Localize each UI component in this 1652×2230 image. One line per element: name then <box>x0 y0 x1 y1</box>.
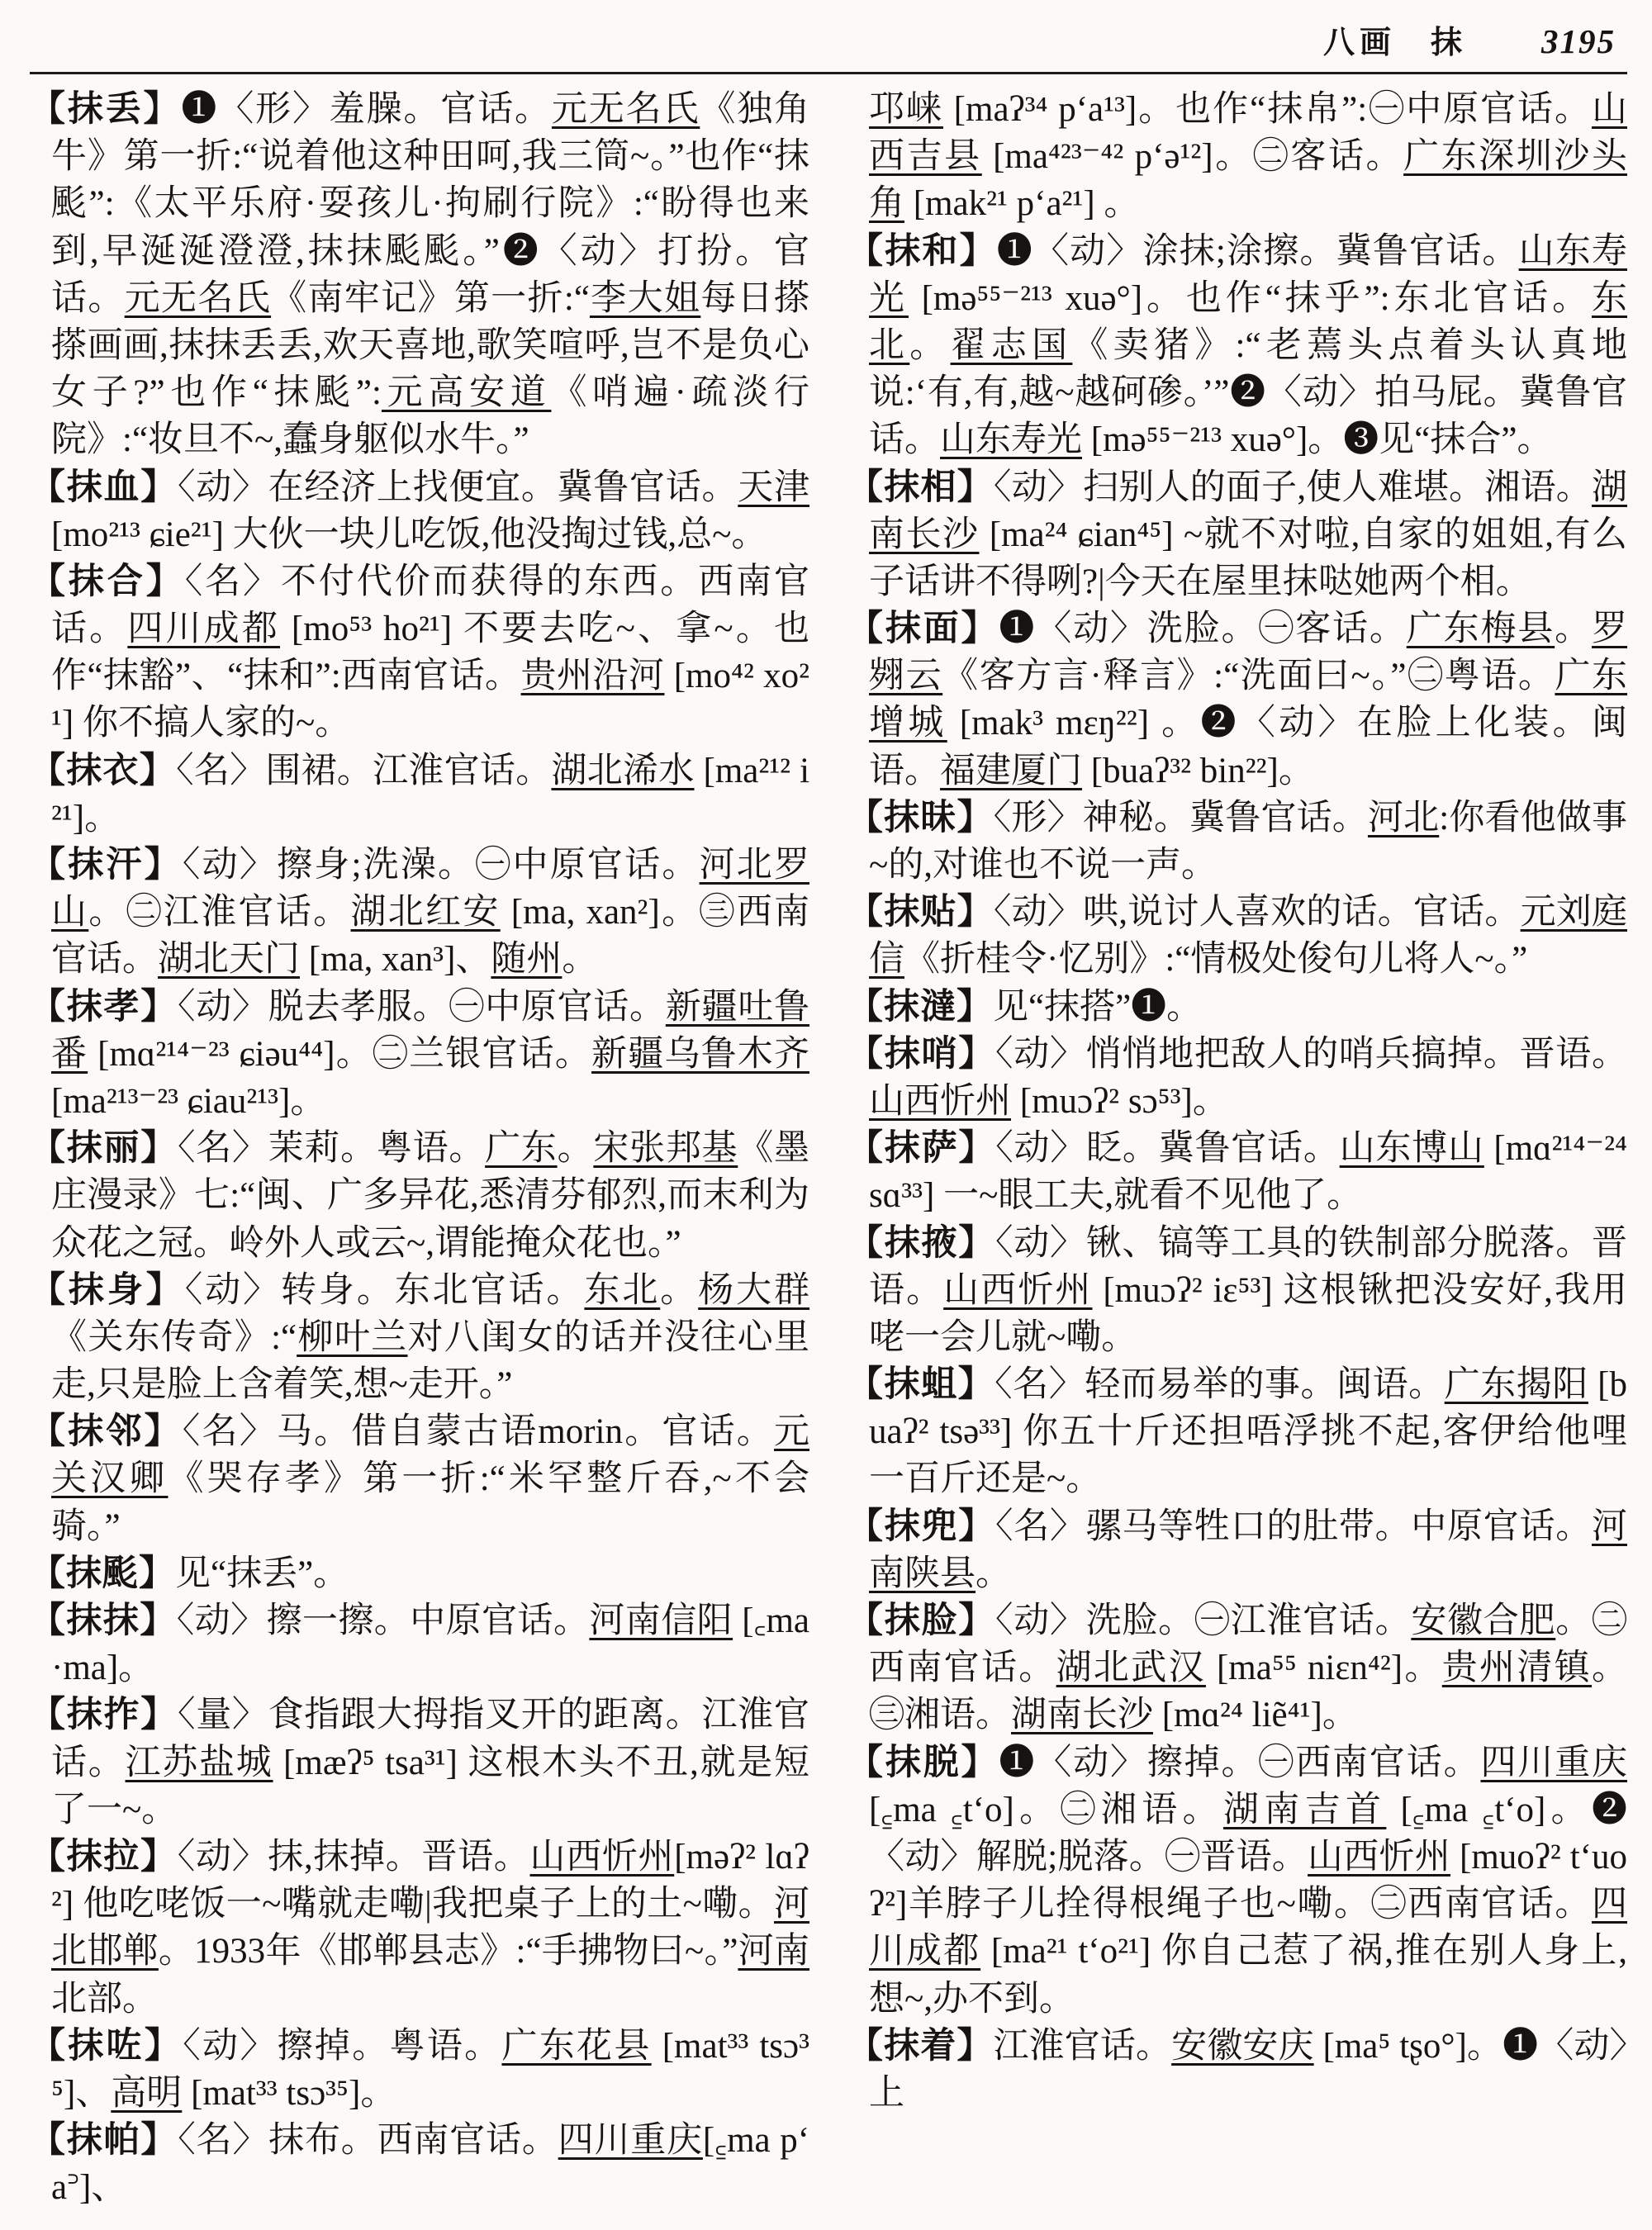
proper-noun-underline: 元无名氏 <box>551 90 700 129</box>
dictionary-entry <box>30 1597 809 1691</box>
proper-noun-underline: 河南陕县 <box>869 1506 1628 1593</box>
proper-noun-underline: 天津 <box>738 467 810 507</box>
proper-noun-underline: 山西忻州 <box>943 1270 1093 1310</box>
entry-headword: 【抹汗】 <box>30 846 183 885</box>
proper-noun-underline: 安徽合肥 <box>1411 1601 1556 1640</box>
proper-noun-underline: 罗翙云 <box>869 610 1628 696</box>
proper-noun-underline: 广东梅县 <box>1406 610 1555 649</box>
entry-headword: 【抹抹】 <box>30 1601 177 1640</box>
entry-headword: 【抹血】 <box>30 467 178 507</box>
section-headword: 抹 <box>1430 26 1462 60</box>
entry-body: ❶〈动〉擦掉。㊀西南官话。四川重庆 [꜁ma ꜁tʻo]。㊁湘语。湖南吉首 [꜁ma ꜁tʻo]。❷〈动〉解脱;脱落。㊀晋语。山西忻州 [muoʔ² tʻuoʔ²]羊脖子儿拴得根绳子也~嘞。㊁西南官话。四川成都 [ma²¹ tʻo²¹] 你自己惹了祸,推在别人身上,想~,办不到。 <box>869 1743 1628 2019</box>
proper-noun-underline: 安徽安庆 <box>1171 2026 1314 2066</box>
dictionary-entry <box>30 2023 809 2117</box>
entry-body: 〈名〉不付代价而获得的东西。西南官话。四川成都 [mo⁵³ ho²¹] 不要去吃~、拿~。也作“抹豁”、“抹和”:西南官话。贵州沿河 [mo⁴² xo²¹] 你不搞人家的~。 <box>51 562 810 743</box>
entry-headword: 【抹昧】 <box>847 798 994 837</box>
entry-body: 〈动〉擦身;洗澡。㊀中原官话。河北罗山。㊁江淮官话。湖北红安 [ma, xan²]。㊂西南官话。湖北天门 [ma, xan³]、随州。 <box>51 846 810 980</box>
proper-noun-underline: 山西吉县 <box>869 90 1627 177</box>
proper-noun-underline: 四川重庆 <box>1480 1743 1628 1782</box>
entry-headword: 【抹衣】 <box>30 751 177 790</box>
dictionary-entry <box>847 1031 1627 1125</box>
dictionary-entry <box>847 228 1627 464</box>
proper-noun-underline: 江苏盐城 <box>125 1743 273 1782</box>
entry-headword: 【抹面】 <box>847 610 999 649</box>
entry-body: 〈动〉擦掉。粤语。广东花县 [mat³³ tsɔ³⁵]、高明 [mat³³ tsɔ³⁵]。 <box>51 2026 810 2113</box>
proper-noun-underline: 随州 <box>491 940 563 980</box>
proper-noun-underline: 李大姐 <box>589 278 701 318</box>
proper-noun-underline: 元刘庭信 <box>869 893 1628 980</box>
dictionary-entry <box>847 2023 1627 2117</box>
proper-noun-underline: 柳叶兰 <box>297 1317 408 1357</box>
entry-body: 〈名〉轻而易举的事。闽语。广东揭阳 [buaʔ² tsə³³] 你五十斤还担唔浮挑不起,客伊给他哩一百斤还是~。 <box>869 1365 1628 1499</box>
proper-noun-underline: 元无名氏 <box>124 278 272 318</box>
proper-noun-underline: 东北 <box>869 278 1627 365</box>
page-number: 3195 <box>1541 22 1616 60</box>
proper-noun-underline: 河南 <box>738 1932 810 1971</box>
entry-headword: 【抹兜】 <box>847 1506 995 1546</box>
entry-headword: 【抹哨】 <box>847 1034 995 1074</box>
dictionary-entry <box>30 747 809 842</box>
dictionary-entry <box>30 558 809 747</box>
entry-headword: 【抹身】 <box>30 1270 185 1310</box>
dictionary-entry <box>847 1125 1627 1219</box>
dictionary-entry <box>847 464 1627 606</box>
proper-noun-underline: 广东深圳沙头角 <box>869 137 1628 224</box>
proper-noun-underline: 元关汉卿 <box>51 1412 809 1499</box>
entry-body: 〈动〉哄,说讨人喜欢的话。官话。元刘庭信《折桂令·忆别》:“情极处俊句儿将人~。” <box>869 893 1628 980</box>
dictionary-entry <box>30 1691 809 1834</box>
dictionary-entry <box>30 86 809 464</box>
entry-headword: 【抹和】 <box>847 231 997 271</box>
entry-body: 〈量〉食指跟大拇指叉开的距离。江淮官话。江苏盐城 [mæʔ⁵ tsa³¹] 这根木头不丑,就是短了一~。 <box>51 1696 810 1829</box>
proper-noun-underline: 广东 <box>485 1129 558 1169</box>
proper-noun-underline: 新疆乌鲁木齐 <box>591 1034 810 1074</box>
entry-body: 〈形〉神秘。冀鲁官话。河北:你看他做事~的,对谁也不说一声。 <box>869 798 1628 885</box>
stroke-section-label: 八画 <box>1322 26 1396 60</box>
entry-headword: 【抹脸】 <box>847 1601 995 1640</box>
entry-headword: 【抹拉】 <box>30 1837 178 1877</box>
proper-noun-underline: 山东寿光 <box>869 231 1628 318</box>
entry-headword: 【抹贴】 <box>847 893 994 932</box>
dictionary-entry <box>30 1125 809 1267</box>
proper-noun-underline: 湖北天门 <box>158 940 300 980</box>
entry-headword: 【抹脱】 <box>847 1743 999 1782</box>
entry-headword: 【抹孝】 <box>30 987 178 1027</box>
entry-body: 江淮官话。安徽安庆 [ma⁵ tʂo°]。❶〈动〉上 <box>869 2026 1628 2113</box>
proper-noun-underline: 杨大群 <box>698 1270 810 1310</box>
entry-headword: 【抹澾】 <box>847 987 993 1027</box>
entry-headword: 【抹合】 <box>30 562 185 601</box>
entry-body: 〈动〉扫别人的面子,使人难堪。湘语。湖南长沙 [ma²⁴ ɕian⁴⁵] ~就不对啦,自家的姐姐,有么子话讲不得咧?|今天在屋里抹哒她两个相。 <box>869 467 1628 601</box>
dictionary-entry <box>30 1550 809 1597</box>
proper-noun-underline: 湖北浠水 <box>551 751 695 790</box>
proper-noun-underline: 贵州沿河 <box>520 657 665 696</box>
proper-noun-underline: 湖南长沙 <box>869 467 1628 554</box>
entry-body: 〈动〉悄悄地把敌人的哨兵搞掉。晋语。山西忻州 [muɔʔ² sɔ⁵³]。 <box>869 1034 1628 1121</box>
entry-body: 〈动〉在经济上找便宜。冀鲁官话。天津 [mo²¹³ ɕie²¹] 大伙一块儿吃饭,他没掏过钱,总~。 <box>51 467 810 554</box>
dictionary-entry <box>847 1361 1627 1503</box>
entry-body: ❶〈形〉羞臊。官话。元无名氏《独角牛》第一折:“说着他这种田呵,我三筒~。”也作“抹颩”:《太平乐府·耍孩儿·拘刷行院》:“盼得也来到,早涎涎澄澄,抹抹颩颩。”❷〈动〉打扮。官话。元无名氏《南牢记》第一折:“李大姐每日搽搽画画,抹抹丢丢,欢天喜地,歌笑喧呼,岂不是负心女子?”也作“抹颩”:元高安道《哨遍·疏淡行院》:“妆旦不~,蠢身躯似水牛。” <box>51 90 810 460</box>
proper-noun-underline: 贵州清镇 <box>1441 1649 1593 1688</box>
entry-body: 邛崃 [maʔ³⁴ pʻa¹³]。也作“抹帛”:㊀中原官话。山西吉县 [ma⁴²³⁻⁴² pʻə¹²]。㊁客话。广东深圳沙头角 [mak²¹ pʻa²¹] 。 <box>869 90 1628 224</box>
dictionary-entry <box>30 2117 809 2211</box>
proper-noun-underline: 湖南吉首 <box>1222 1790 1387 1829</box>
proper-noun-underline: 东北 <box>584 1270 661 1310</box>
entry-headword: 【抹相】 <box>847 467 994 507</box>
dictionary-entry <box>30 984 809 1126</box>
dictionary-entry <box>847 795 1627 889</box>
proper-noun-underline: 山西忻州 <box>1308 1837 1451 1877</box>
entry-body: ❶〈动〉洗脸。㊀客话。广东梅县。罗翙云《客方言·释言》:“洗面曰~。”㊁粤语。广东增城 [mak³ mɛŋ²²] 。❷〈动〉在脸上化装。闽语。福建厦门 [buaʔ³² bin²²]。 <box>869 610 1628 790</box>
proper-noun-underline: 新疆吐鲁番 <box>51 987 810 1074</box>
entry-body: 〈名〉围裙。江淮官话。湖北浠水 [ma²¹² i²¹]。 <box>51 751 810 837</box>
entry-body: 见“抹丢”。 <box>175 1554 349 1593</box>
proper-noun-underline: 山东博山 <box>1339 1129 1484 1169</box>
proper-noun-underline: 湖北武汉 <box>1056 1649 1206 1688</box>
dictionary-entry <box>847 889 1627 983</box>
entry-headword: 【抹萨】 <box>847 1129 996 1169</box>
entry-body: 〈动〉锹、镐等工具的铁制部分脱落。晋语。山西忻州 [muɔʔ² iɛ⁵³] 这根锹把没安好,我用咾一会儿就~嘞。 <box>869 1223 1628 1357</box>
entry-headword: 【抹丽】 <box>30 1129 178 1169</box>
dictionary-entry <box>30 1834 809 2023</box>
entry-body: 〈名〉茉莉。粤语。广东。宋张邦基《墨庄漫录》七:“闽、广多异花,悉清芬郁烈,而末利为众花之冠。岭外人或云~,谓能掩众花也。” <box>51 1129 810 1263</box>
entry-body: 〈名〉抹布。西南官话。四川重庆[꜁ma pʻa꜄]、 <box>51 2121 810 2208</box>
proper-noun-underline: 河南信阳 <box>589 1601 733 1640</box>
dictionary-entry <box>30 842 809 984</box>
proper-noun-underline: 翟志国 <box>950 325 1073 365</box>
two-column-body <box>30 86 1627 2211</box>
proper-noun-underline: 河北邯郸 <box>51 1885 809 1971</box>
proper-noun-underline: 山西忻州 <box>529 1837 675 1877</box>
proper-noun-underline: 四川成都 <box>869 1885 1627 1971</box>
dictionary-entry <box>847 1503 1627 1597</box>
dictionary-entry <box>847 1739 1627 2023</box>
entry-body: 〈名〉骡马等牲口的肚带。中原官话。河南陕县。 <box>869 1506 1628 1593</box>
entry-body: 〈名〉马。借自蒙古语morin。官话。元关汉卿《哭存孝》第一折:“米罕整斤吞,~不会骑。” <box>51 1412 810 1546</box>
entry-body: 〈动〉眨。冀鲁官话。山东博山 [mɑ²¹⁴⁻²⁴ sɑ³³] 一~眼工夫,就看不见他了。 <box>869 1129 1627 1216</box>
entry-headword: 【抹拃】 <box>30 1696 178 1735</box>
dictionary-entry <box>30 464 809 558</box>
entry-headword: 【抹咗】 <box>30 2026 183 2066</box>
entry-body: ❶〈动〉涂抹;涂擦。冀鲁官话。山东寿光 [mə⁵⁵⁻²¹³ xuə°]。也作“抹乎”:东北官话。东北。翟志国《卖猪》:“老蔫头点着头认真地说:‘有,有,越~越砢碜。’”❷〈动〉拍马屁。冀鲁官话。山东寿光 [mə⁵⁵⁻²¹³ xuə°]。❸见“抹合”。 <box>869 231 1628 460</box>
entry-body: 〈动〉抹,抹掉。晋语。山西忻州[məʔ² lɑʔ²] 他吃咾饭一~嘴就走嘞|我把桌子上的土~嘞。河北邯郸。1933年《邯郸县志》:“手拂物曰~。”河南北部。 <box>51 1837 810 2019</box>
proper-noun-underline: 湖北红安 <box>350 893 501 932</box>
proper-noun-underline: 广东花县 <box>501 2026 652 2066</box>
dictionary-entry <box>847 1220 1627 1362</box>
proper-noun-underline: 邛崃 <box>869 90 943 129</box>
proper-noun-underline: 四川重庆 <box>558 2121 703 2161</box>
page-header <box>30 10 1627 74</box>
entry-headword: 【抹着】 <box>847 2026 994 2066</box>
entry-body: 〈动〉转身。东北官话。东北。杨大群《关东传奇》:“柳叶兰对八闺女的话并没往心里走,只是脸上含着笑,想~走开。” <box>51 1270 810 1405</box>
entry-body: 〈动〉脱去孝服。㊀中原官话。新疆吐鲁番 [mɑ²¹⁴⁻²³ ɕiəu⁴⁴]。㊁兰银官话。新疆乌鲁木齐 [ma²¹³⁻²³ ɕiau²¹³]。 <box>51 987 810 1121</box>
dictionary-entry <box>30 1267 809 1409</box>
proper-noun-underline: 河北 <box>1367 798 1440 837</box>
entry-headword: 【抹邻】 <box>30 1412 183 1452</box>
entry-body: 〈动〉洗脸。㊀江淮官话。安徽合肥。㊁西南官话。湖北武汉 [ma⁵⁵ niɛn⁴²]。贵州清镇。㊂湘语。湖南长沙 [mɑ²⁴ liẽ⁴¹]。 <box>869 1601 1628 1735</box>
dictionary-entry <box>847 984 1627 1031</box>
proper-noun-underline: 宋张邦基 <box>593 1129 738 1169</box>
proper-noun-underline: 山西忻州 <box>869 1081 1011 1121</box>
proper-noun-underline: 广东增城 <box>869 657 1628 743</box>
entry-body: 〈动〉擦一擦。中原官话。河南信阳 [꜀ma ·ma]。 <box>51 1601 810 1688</box>
proper-noun-underline: 河北罗山 <box>51 846 810 932</box>
proper-noun-underline: 高明 <box>111 2073 183 2113</box>
entry-headword: 【抹蛆】 <box>847 1365 995 1405</box>
proper-noun-underline: 元高安道 <box>381 373 552 413</box>
entry-headword: 【抹丢】 <box>30 90 182 129</box>
dictionary-entry <box>30 1408 809 1550</box>
proper-noun-underline: 湖南长沙 <box>1011 1696 1153 1735</box>
dictionary-entry <box>847 1597 1627 1739</box>
left-column <box>30 86 809 2211</box>
proper-noun-underline: 四川成都 <box>127 610 281 649</box>
entry-headword: 【抹颩】 <box>30 1554 175 1593</box>
entry-continuation <box>847 86 1627 228</box>
proper-noun-underline: 山东寿光 <box>940 420 1082 460</box>
entry-headword: 【抹掖】 <box>847 1223 995 1263</box>
proper-noun-underline: 福建厦门 <box>940 751 1082 790</box>
entry-body: 见“抹搭”❶。 <box>993 987 1203 1027</box>
dictionary-entry <box>847 605 1627 795</box>
entry-headword: 【抹帕】 <box>30 2121 178 2161</box>
proper-noun-underline: 广东揭阳 <box>1444 1365 1588 1405</box>
right-column <box>847 86 1627 2211</box>
